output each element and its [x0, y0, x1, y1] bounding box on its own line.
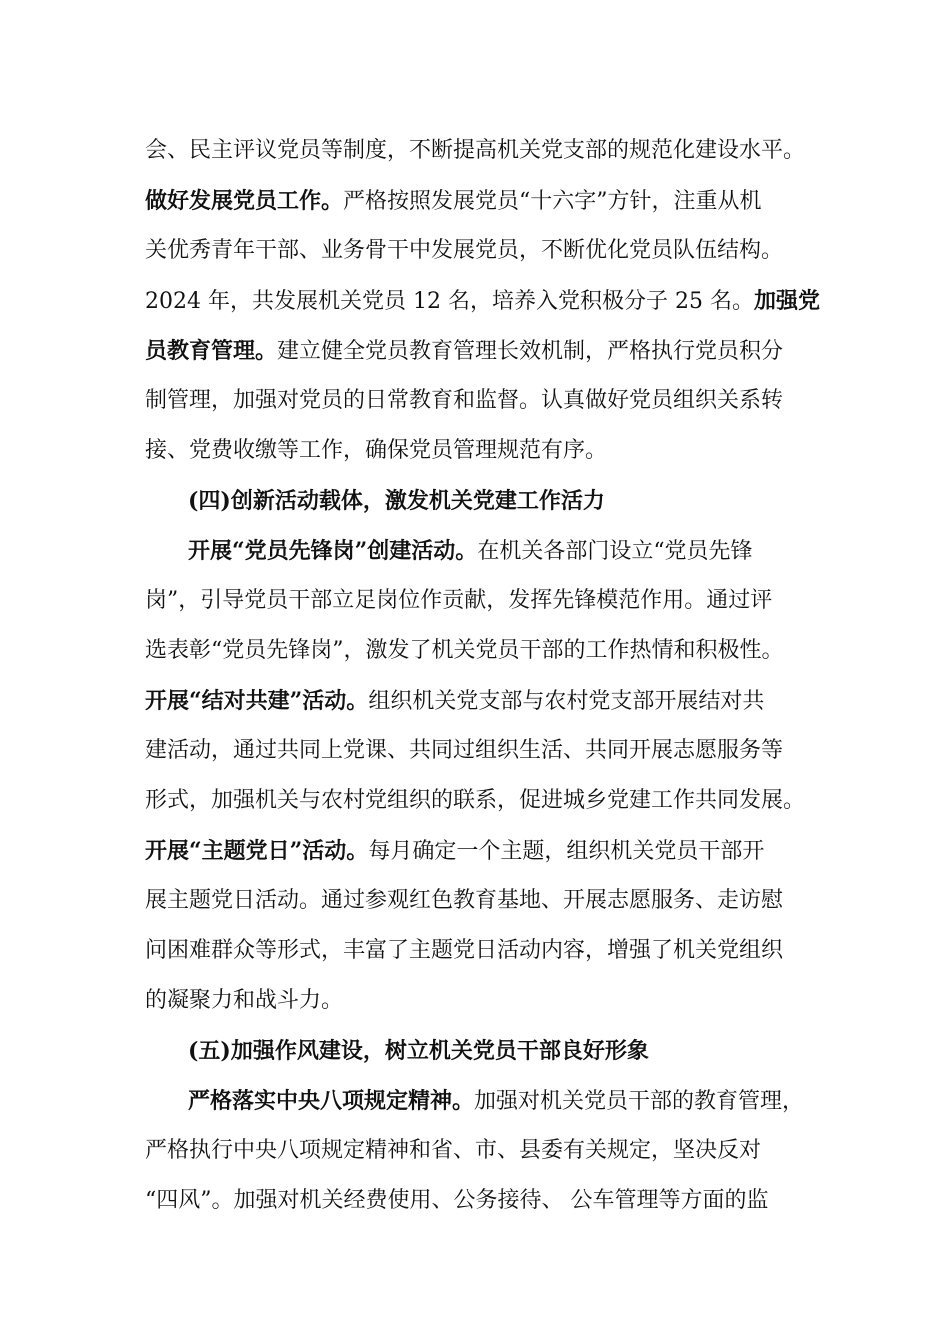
body-line	[145, 336, 783, 366]
text-run: 严格执行中央八项规定精神和省、市、县委有关规定，坚决反对	[145, 1138, 762, 1163]
text-run: 会、民主评议党员等制度，不断提高机关党支部的规范化建设水平。	[145, 138, 806, 163]
bold-heading-run: 开展“党员先锋岗”创建活动。	[188, 538, 478, 564]
text-run: 形式，加强机关与农村党组织的联系，促进城乡党建工作共同发展。	[145, 788, 806, 813]
section-heading	[188, 1036, 649, 1066]
bold-heading-run: 做好发展党员工作。	[145, 188, 344, 214]
body-line	[145, 1136, 761, 1166]
body-line	[145, 386, 783, 416]
body-line	[145, 836, 764, 866]
body-line	[145, 186, 762, 216]
body-line	[145, 136, 805, 166]
text-run: “四风”。加强对机关经费使用、公务接待、 公车管理等方面的监	[145, 1188, 769, 1213]
body-line	[188, 1086, 804, 1116]
text-run: 岗”，引导党员干部立足岗位作贡献，发挥先锋模范作用。通过评	[145, 588, 773, 613]
text-run: 展主题党日活动。通过参观红色教育基地、开展志愿服务、走访慰	[145, 888, 784, 913]
text-run: 关优秀青年干部、业务骨干中发展党员，不断优化党员队伍结构。	[145, 238, 784, 263]
body-line	[145, 686, 764, 716]
body-line	[145, 786, 805, 816]
text-run: 建立健全党员教育管理长效机制，严格执行党员积分	[277, 339, 784, 364]
body-line	[145, 886, 783, 916]
section-heading-text: (四)创新活动载体，激发机关党建工作活力	[188, 488, 605, 514]
bold-heading-run: 员教育管理。	[145, 338, 278, 364]
body-line	[145, 586, 772, 616]
text-run: 在机关各部门设立“党员先锋	[477, 539, 753, 564]
body-line	[145, 986, 343, 1016]
text-run: 加强对机关党员干部的教育管理，	[474, 1089, 805, 1114]
body-line	[145, 436, 607, 466]
text-run: 2024 年，共发展机关党员 12 名，培养入党积极分子 25 名。	[145, 289, 754, 314]
body-line	[145, 736, 783, 766]
bold-heading-run: 开展“主题党日”活动。	[145, 838, 369, 864]
body-line	[145, 286, 820, 316]
body-line	[145, 636, 784, 666]
text-run: 的凝聚力和战斗力。	[145, 988, 344, 1013]
section-heading	[188, 486, 605, 516]
text-run: 接、党费收缴等工作，确保党员管理规范有序。	[145, 438, 608, 463]
bold-heading-run: 开展“结对共建”活动。	[145, 688, 369, 714]
body-line	[145, 236, 783, 266]
text-run: 选表彰“党员先锋岗”，激发了机关党员干部的工作热情和积极性。	[145, 638, 784, 663]
bold-heading-run: 严格落实中央八项规定精神。	[188, 1088, 475, 1114]
text-run: 组织机关党支部与农村党支部开展结对共	[368, 689, 765, 714]
text-run: 每月确定一个主题，组织机关党员干部开	[368, 839, 765, 864]
body-line	[145, 1186, 769, 1216]
body-line	[145, 936, 783, 966]
section-heading-text: (五)加强作风建设，树立机关党员干部良好形象	[188, 1038, 649, 1064]
body-line	[188, 536, 753, 566]
bold-heading-run: 加强党	[753, 288, 820, 314]
text-run: 制管理，加强对党员的日常教育和监督。认真做好党员组织关系转	[145, 388, 784, 413]
text-run: 严格按照发展党员“十六字”方针，注重从机	[343, 189, 762, 214]
text-run: 问困难群众等形式，丰富了主题党日活动内容，增强了机关党组织	[145, 938, 784, 963]
text-run: 建活动，通过共同上党课、共同过组织生活、共同开展志愿服务等	[145, 738, 784, 763]
